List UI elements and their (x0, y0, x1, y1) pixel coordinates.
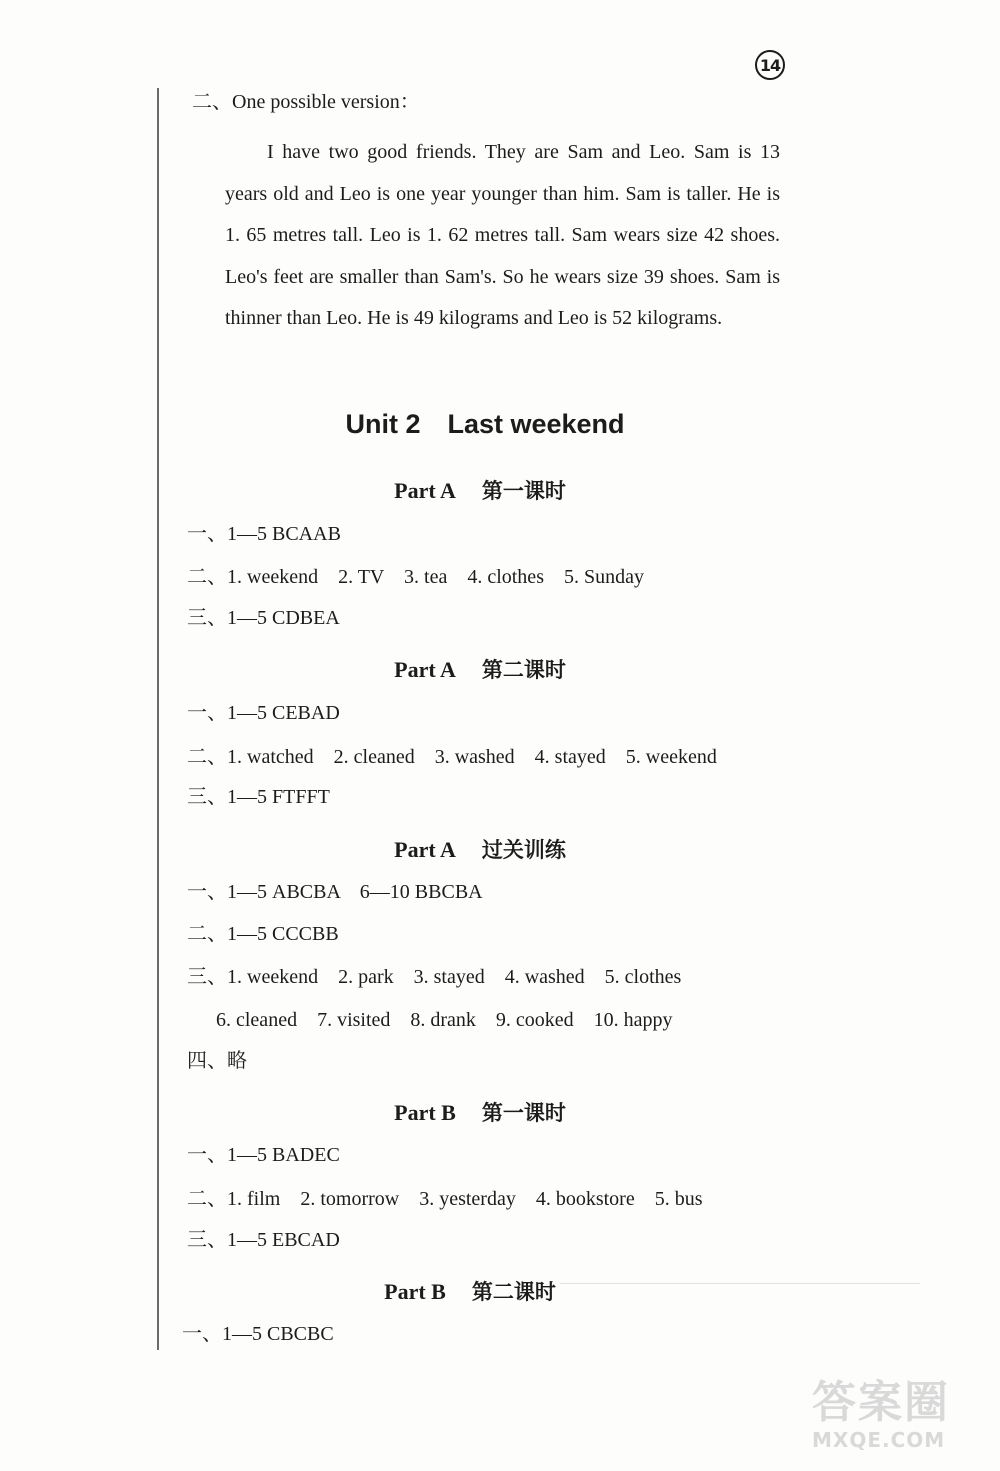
essay-body (225, 132, 780, 340)
section-part: Part A (394, 657, 456, 682)
answer-line: 一、1—5 BCAAB (187, 523, 341, 545)
section-heading (0, 1276, 940, 1306)
essay-heading: 二、One possible version： (192, 91, 420, 113)
answer-line: 三、1—5 EBCAD (187, 1229, 340, 1251)
answer-line: 二、1. film 2. tomorrow 3. yesterday 4. bookstore 5. bus (187, 1188, 703, 1210)
section-heading (0, 834, 960, 864)
section-name: 第一课时 (481, 1101, 566, 1125)
page-number-badge: 14 (755, 50, 785, 80)
answer-line: 一、1—5 CEBAD (187, 702, 340, 724)
answer-line: 四、略 (187, 1050, 247, 1072)
essay-text: I have two good friends. They are Sam and Leo. Sam is 13 years old and Leo is one year younger than him. Sam is taller. He is 1. 65 metres tall. Leo is 1. 62 metres tall. Sam wears size 42 shoes. Leo's feet are smaller than Sam's. So he wears size 39 shoes. Sam is thinner than Leo. He is 49 kilograms and Leo is 52 kilograms. (225, 141, 780, 329)
answer-line: 二、1—5 CCCBB (187, 923, 339, 945)
section-part: Part B (394, 1100, 456, 1125)
margin-rule (157, 88, 159, 1350)
answer-line: 二、1. watched 2. cleaned 3. washed 4. stayed 5. weekend (187, 746, 717, 768)
section-part: Part B (384, 1279, 446, 1304)
answer-line: 6. cleaned 7. visited 8. drank 9. cooked 10. happy (216, 1009, 673, 1031)
section-heading (0, 654, 960, 684)
section-name: 第二课时 (471, 1280, 556, 1304)
section-heading (0, 475, 960, 505)
answer-line: 三、1. weekend 2. park 3. stayed 4. washed 5. clothes (187, 966, 682, 988)
section-part: Part A (394, 837, 456, 862)
answer-line: 三、1—5 CDBEA (187, 607, 340, 629)
watermark-url: MXQE.COM (812, 1428, 946, 1452)
answer-line: 一、1—5 BADEC (187, 1144, 340, 1166)
section-part: Part A (394, 478, 456, 503)
answer-line: 一、1—5 ABCBA 6—10 BBCBA (187, 881, 483, 903)
answer-line: 二、1. weekend 2. TV 3. tea 4. clothes 5. Sunday (187, 566, 644, 588)
watermark-logo (812, 1378, 987, 1458)
answer-line: 一、1—5 CBCBC (182, 1323, 334, 1345)
section-name: 第二课时 (481, 658, 566, 682)
unit-title: Unit 2 Last weekend (345, 409, 625, 439)
section-name: 第一课时 (481, 479, 566, 503)
answer-line: 三、1—5 FTFFT (187, 786, 330, 808)
section-heading (0, 1097, 960, 1127)
section-name: 过关训练 (481, 838, 566, 862)
watermark-text: 答案圈 (812, 1377, 950, 1428)
